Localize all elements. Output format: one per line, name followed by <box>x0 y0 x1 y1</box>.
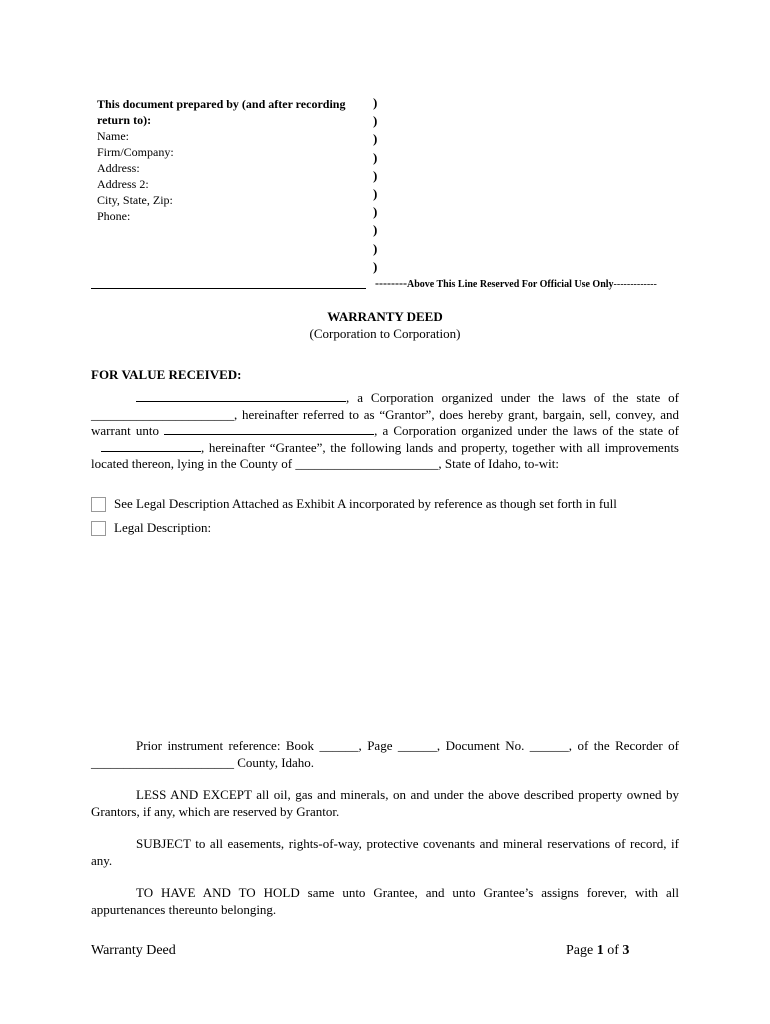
for-value-heading: FOR VALUE RECEIVED: <box>91 367 242 382</box>
parenthesis-column <box>373 94 377 276</box>
document-subtitle: (Corporation to Corporation) <box>309 326 461 341</box>
grant-text-3: , a Corporation organized under the laws of the state of <box>374 423 679 438</box>
page-number <box>566 943 629 959</box>
grant-text-2: ______________________, hereinafter referred to as “Grantor”, does hereby grant, bargain, sell, convey, and warrant unto <box>91 406 679 438</box>
less-and-except-paragraph: LESS AND EXCEPT all oil, gas and minerals, on and under the above described property owned by Grantors, if any, which are reserved by Grantor. <box>91 787 679 819</box>
grantee-name-blank[interactable] <box>164 423 374 435</box>
signature-rule <box>91 288 366 289</box>
legal-description-checkbox[interactable] <box>91 521 106 536</box>
exhibit-a-checkbox[interactable] <box>91 497 106 512</box>
paren: ) <box>373 167 378 183</box>
prior-instrument-paragraph: Prior instrument reference: Book ______, Page ______, Document No. ______, of the Recorder of ______________________ County, Idaho. <box>91 738 679 770</box>
subject-to-paragraph: SUBJECT to all easements, rights-of-way, protective covenants and mineral reservations of record, if any. <box>91 836 679 868</box>
document-title: WARRANTY DEED <box>327 309 443 324</box>
exhibit-a-option[interactable] <box>91 496 617 512</box>
exhibit-a-label: See Legal Description Attached as Exhibit A incorporated by reference as though set forth in full <box>114 496 617 511</box>
preparer-title: This document prepared by (and after recording return to): <box>97 97 346 127</box>
field-address: Address: <box>97 161 140 175</box>
legal-description-label: Legal Description: <box>114 520 212 535</box>
page-current: 1 <box>596 943 604 958</box>
field-phone: Phone: <box>97 209 131 223</box>
to-have-and-hold-paragraph: TO HAVE AND TO HOLD same unto Grantee, and unto Grantee’s assigns forever, with all appurtenances thereunto belonging. <box>91 885 679 917</box>
grant-text-4: , hereinafter “Grantee”, the following lands and property, together with all improvements located thereon, lying in the County of ______________________, State of Idaho, to-wit: <box>91 439 679 471</box>
paren: ) <box>373 240 378 256</box>
paren: ) <box>373 149 378 165</box>
page-word: Page <box>566 943 594 958</box>
preparer-block <box>97 96 367 224</box>
field-address-2: Address 2: <box>97 177 149 191</box>
official-dashes: -------- <box>375 276 407 290</box>
grantee-state-blank[interactable] <box>101 440 201 452</box>
footer-title: Warranty Deed <box>91 943 176 958</box>
official-use-note <box>375 276 657 291</box>
field-name: Name: <box>97 129 129 143</box>
paren: ) <box>373 186 378 202</box>
official-text: Above This Line Reserved For Official Use Only <box>406 279 614 290</box>
paren: ) <box>373 222 378 238</box>
of-word: of <box>607 943 619 958</box>
grant-paragraph <box>91 390 679 473</box>
official-tail: ------------- <box>613 279 657 290</box>
paren: ) <box>373 95 378 110</box>
paren: ) <box>373 131 378 147</box>
grant-text-1: , a Corporation organized under the laws of the state of <box>346 390 679 405</box>
page-total: 3 <box>622 943 630 958</box>
grantor-name-blank[interactable] <box>136 390 346 402</box>
paren: ) <box>373 204 378 220</box>
paren: ) <box>373 258 378 274</box>
legal-description-option[interactable] <box>91 520 211 536</box>
field-firm: Firm/Company: <box>97 145 174 159</box>
paren: ) <box>373 113 378 129</box>
field-city-state-zip: City, State, Zip: <box>97 193 173 207</box>
